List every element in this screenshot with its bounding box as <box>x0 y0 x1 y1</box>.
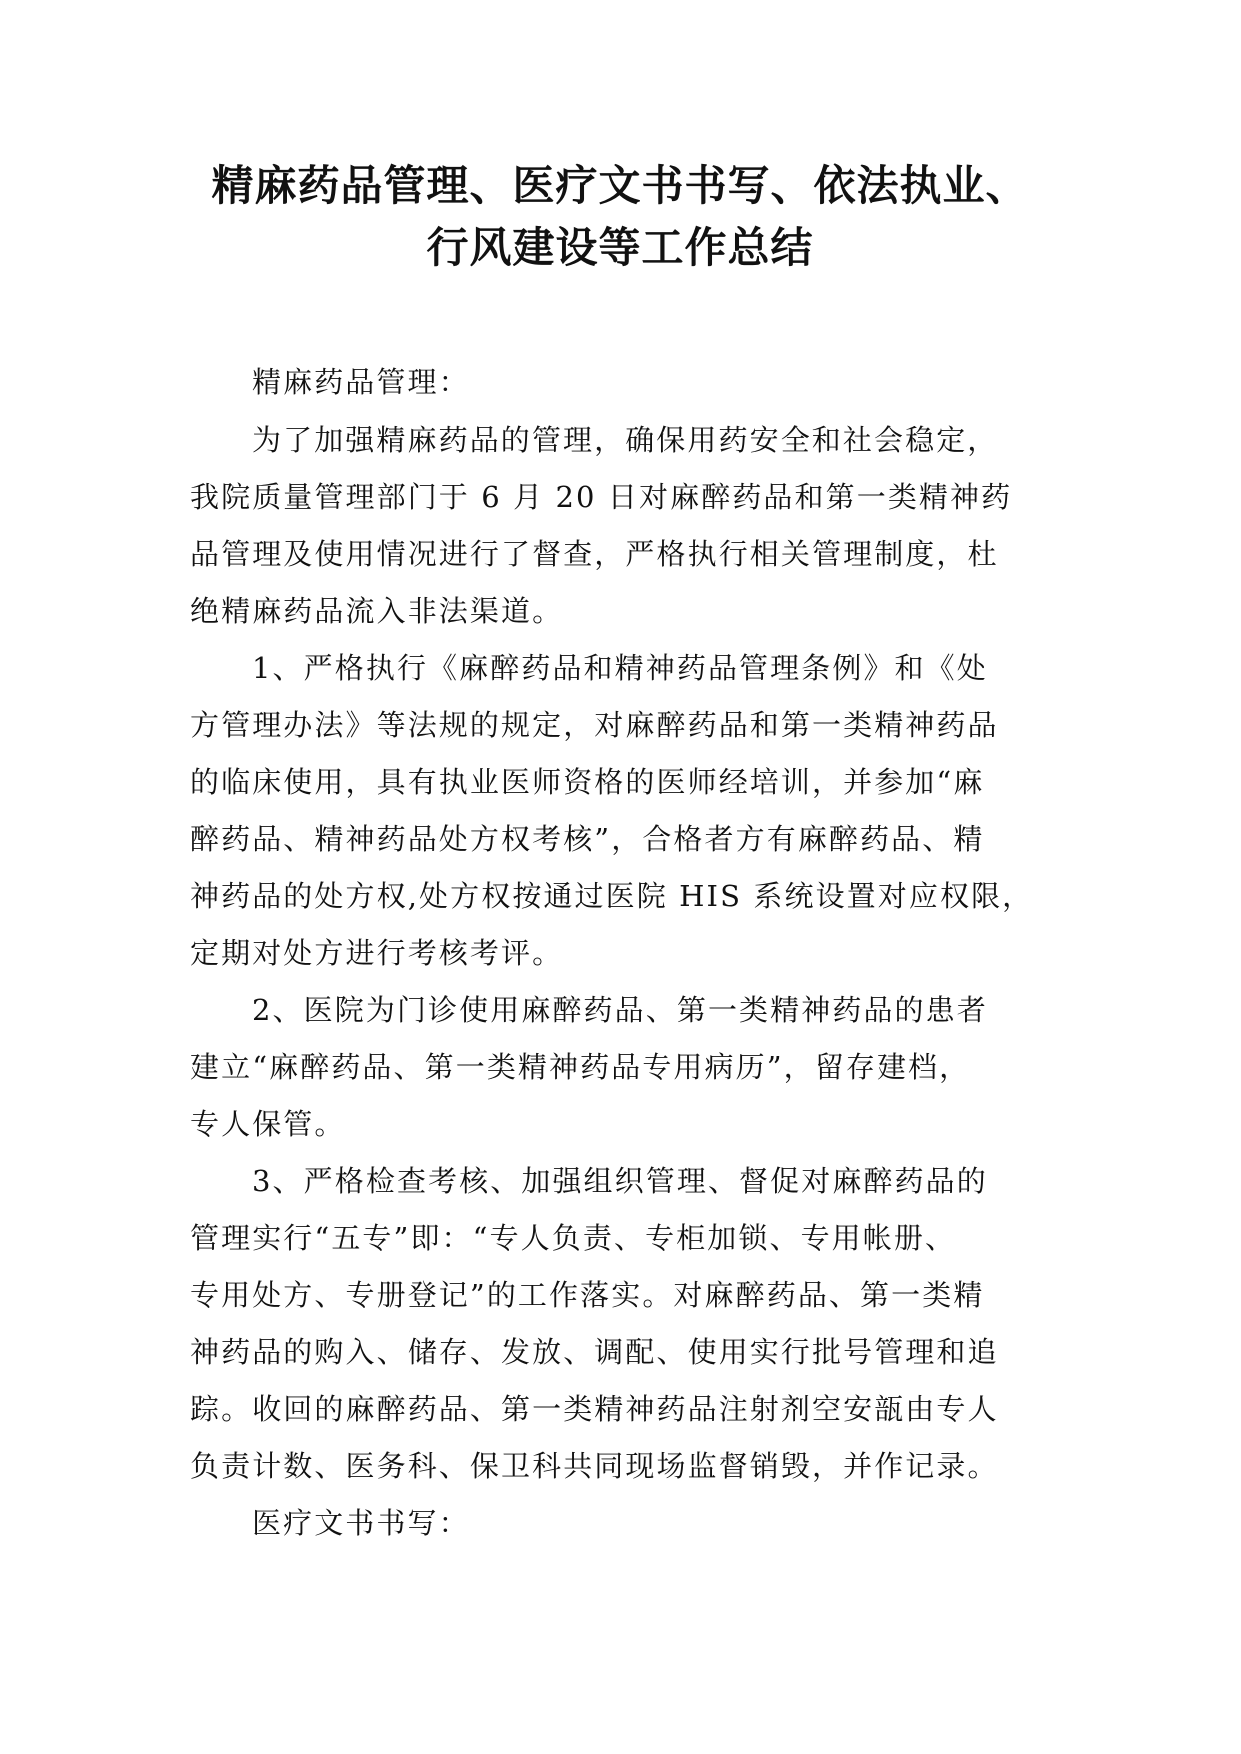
document-title-line-2: 行风建设等工作总结 <box>426 223 814 272</box>
body-text-line: 2、医院为门诊使用麻醉药品、第一类精神药品的患者 <box>252 993 988 1027</box>
body-text-line: 绝精麻药品流入非法渠道。 <box>190 594 564 628</box>
body-text-line: 神药品的处方权,处方权按通过医院 HIS 系统设置对应权限， <box>190 879 1034 913</box>
body-text-line: 方管理办法》等法规的规定，对麻醉药品和第一类精神药品 <box>190 708 999 742</box>
body-text-line: 踪。收回的麻醉药品、第一类精神药品注射剂空安瓿由专人 <box>190 1392 999 1426</box>
body-text-line: 的临床使用，具有执业医师资格的医师经培训，并参加“麻 <box>190 765 985 799</box>
document-title-line-1: 精麻药品管理、医疗文书书写、依法执业、 <box>211 161 1029 210</box>
section-heading-drug-management: 精麻药品管理： <box>252 365 470 399</box>
body-text-line: 建立“麻醉药品、第一类精神药品专用病历”，留存建档， <box>190 1050 971 1084</box>
body-text-line: 定期对处方进行考核考评。 <box>190 936 564 970</box>
body-text-line: 醉药品、精神药品处方权考核”，合格者方有麻醉药品、精 <box>190 822 985 856</box>
body-text-line: 负责计数、医务科、保卫科共同现场监督销毁，并作记录。 <box>190 1449 999 1483</box>
body-text-line: 专用处方、专册登记”的工作落实。对麻醉药品、第一类精 <box>190 1278 985 1312</box>
body-text-line: 我院质量管理部门于 6 月 20 日对麻醉药品和第一类精神药 <box>190 480 1013 514</box>
body-text-line: 专人保管。 <box>190 1107 346 1141</box>
body-text-line: 神药品的购入、储存、发放、调配、使用实行批号管理和追 <box>190 1335 999 1369</box>
body-text-line: 管理实行“五专”即：“专人负责、专柜加锁、专用帐册、 <box>190 1221 957 1255</box>
body-text-line: 1、严格执行《麻醉药品和精神药品管理条例》和《处 <box>252 651 988 685</box>
body-text-line: 3、严格检查考核、加强组织管理、督促对麻醉药品的 <box>252 1164 988 1198</box>
body-text-line: 为了加强精麻药品的管理，确保用药安全和社会稳定， <box>252 423 999 457</box>
section-heading-medical-documents: 医疗文书书写： <box>252 1506 470 1540</box>
body-text-line: 品管理及使用情况进行了督查，严格执行相关管理制度，杜 <box>190 537 999 571</box>
